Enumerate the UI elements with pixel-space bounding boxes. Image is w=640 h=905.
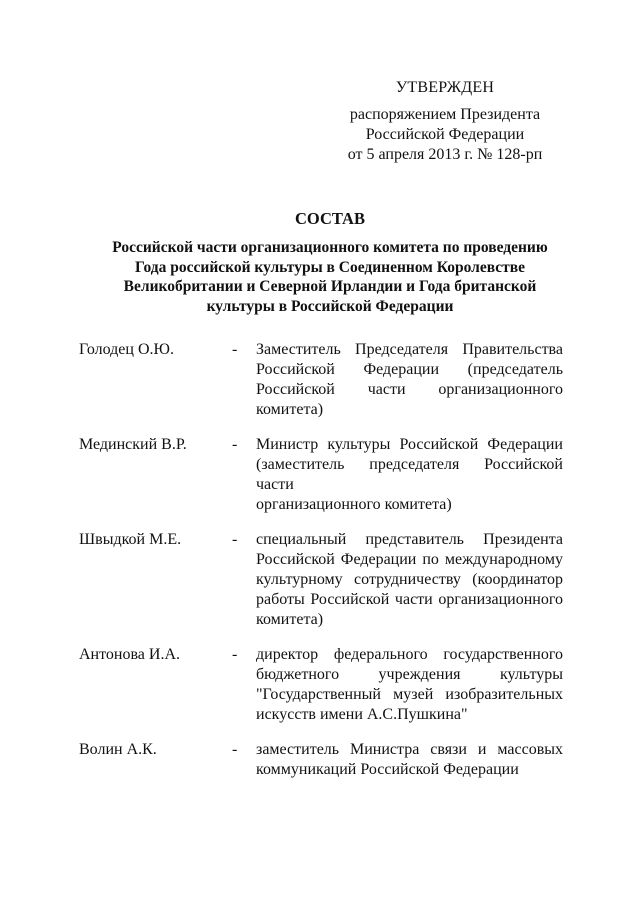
member-role [256, 530, 563, 630]
subtitle-line: Российской части организационного комитета по проведению [112, 239, 548, 256]
role-line: комитета) [256, 401, 324, 418]
document-title: СОСТАВ [295, 209, 365, 228]
role-line: Российской Федерации по международному [256, 551, 563, 568]
approval-status: УТВЕРЖДЕН [395, 79, 495, 96]
member-name: Мединский В.Р. [79, 436, 187, 453]
approval-line-2: Российской Федерации [365, 126, 525, 143]
role-line: культурному сотрудничеству (координатор [256, 571, 563, 588]
role-line: Российской части организационного [256, 381, 563, 398]
member-role [256, 435, 563, 515]
role-line: Заместитель Председателя Правительства [256, 341, 563, 358]
role-line: работы Российской части организационного [256, 591, 563, 608]
member-dash: - [232, 436, 238, 453]
member-row [79, 645, 563, 725]
role-line: коммуникаций Российской Федерации [256, 761, 519, 778]
member-name: Швыдкой М.Е. [79, 531, 182, 548]
member-dash: - [232, 646, 238, 663]
subtitle-line: Великобритании и Северной Ирландии и Года британской [123, 278, 537, 295]
member-dash: - [232, 531, 238, 548]
role-line: комитета) [256, 611, 324, 628]
member-dash: - [232, 341, 238, 358]
subtitle-line: Года российской культуры в Соединенном Королевстве [134, 258, 525, 276]
member-row [79, 530, 563, 630]
member-row [79, 740, 563, 780]
role-line: Российской Федерации (председатель [256, 361, 563, 378]
role-line: заместитель Министра связи и массовых [256, 741, 563, 758]
role-line: искусств имени А.С.Пушкина" [256, 706, 468, 723]
member-row [79, 340, 563, 420]
role-line: специальный представитель Президента [256, 531, 563, 548]
role-line: "Государственный музей изобразительных [256, 686, 563, 703]
member-role [256, 740, 563, 780]
member-role [256, 645, 563, 725]
approval-line-3: от 5 апреля 2013 г. № 128-рп [347, 146, 543, 163]
members-list [79, 340, 563, 780]
member-row [79, 435, 563, 515]
role-line: Министр культуры Российской Федерации [256, 436, 563, 453]
approval-stamp [320, 78, 570, 165]
approval-line-1: распоряжением Президента [349, 106, 541, 123]
document-subtitle [60, 238, 600, 316]
member-role [256, 340, 563, 420]
member-name: Голодец О.Ю. [79, 341, 174, 358]
member-name: Антонова И.А. [79, 646, 181, 663]
role-line: (заместитель председателя Российской части [256, 456, 563, 493]
member-name: Волин А.К. [79, 741, 157, 758]
role-line: бюджетного учреждения культуры [256, 666, 563, 683]
role-line: директор федерального государственного [256, 646, 563, 663]
subtitle-line: культуры в Российской Федерации [206, 297, 454, 315]
role-line: организационного комитета) [256, 496, 452, 513]
member-dash: - [232, 741, 238, 758]
